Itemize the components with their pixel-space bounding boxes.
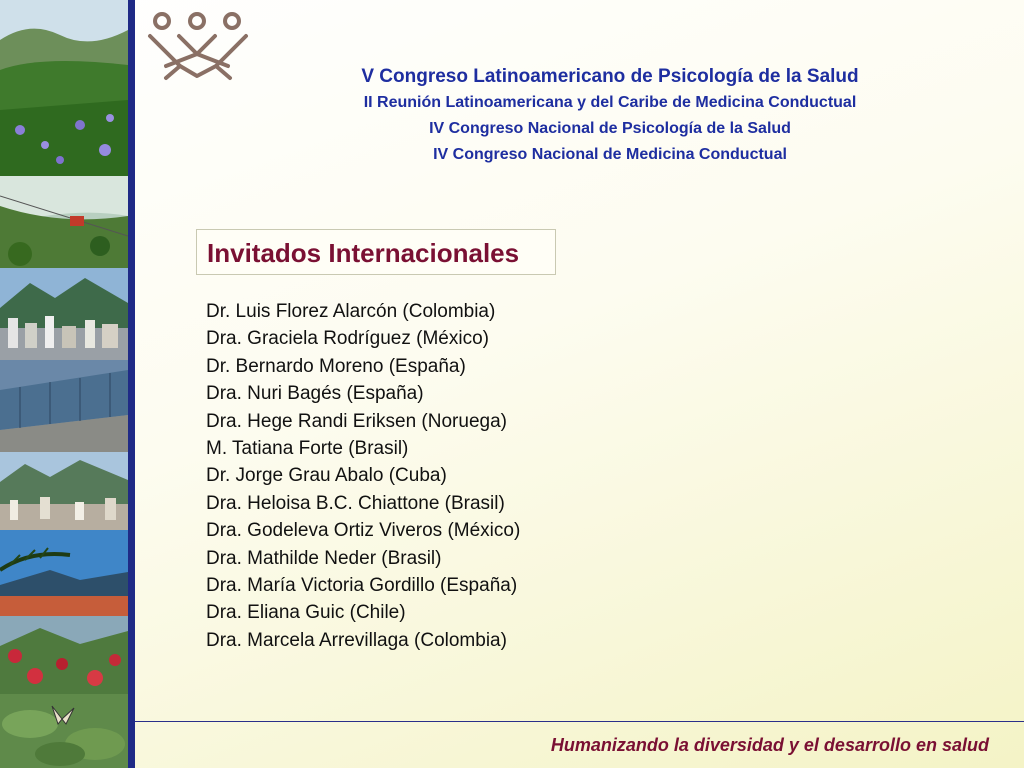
guest-item: Dr. Luis Florez Alarcón (Colombia) bbox=[206, 301, 496, 322]
guest-item: Dra. Heloisa B.C. Chiattone (Brasil) bbox=[206, 492, 505, 514]
congress-header bbox=[240, 64, 980, 168]
guest-item: Dr. Bernardo Moreno (España) bbox=[206, 355, 466, 377]
footer-divider bbox=[135, 721, 1024, 722]
guest-item: Dra. Graciela Rodríguez (México) bbox=[206, 328, 489, 350]
photo-mountain-flowers bbox=[0, 0, 128, 176]
vertical-accent-bar bbox=[128, 0, 135, 768]
guest-item: Dr. Jorge Grau Abalo (Cuba) bbox=[206, 465, 447, 487]
congress-logo bbox=[146, 10, 250, 86]
photo-city-mountains bbox=[0, 268, 128, 360]
guest-item: Dra. María Victoria Gordillo (España) bbox=[206, 575, 518, 597]
photo-palm-sky bbox=[0, 530, 128, 616]
guest-item: Dra. Marcela Arrevillaga (Colombia) bbox=[206, 629, 507, 651]
section-heading-box bbox=[196, 229, 556, 275]
footer-slogan: Humanizando la diversidad y el desarrollo en salud bbox=[550, 735, 989, 755]
congress-title: V Congreso Latinoamericano de Psicología de la Salud bbox=[361, 66, 859, 87]
photo-red-flowers bbox=[0, 616, 128, 694]
national-congress-psychology: IV Congreso Nacional de Psicología de la Salud bbox=[429, 120, 791, 137]
meeting-subtitle: II Reunión Latinoamericana y del Caribe de Medicina Conductual bbox=[363, 94, 857, 111]
national-congress-behavioral-medicine: IV Congreso Nacional de Medicina Conductual bbox=[433, 146, 787, 163]
guest-item: Dra. Mathilde Neder (Brasil) bbox=[206, 547, 442, 569]
section-title: Invitados Internacionales bbox=[207, 238, 520, 268]
photo-butterfly bbox=[0, 694, 128, 768]
guest-list bbox=[206, 298, 520, 654]
photo-strip bbox=[0, 0, 128, 768]
photo-cable-car bbox=[0, 176, 128, 268]
guest-item: Dra. Godeleva Ortiz Viveros (México) bbox=[206, 520, 521, 542]
guest-item: Dra. Nuri Bagés (España) bbox=[206, 383, 424, 405]
guest-item: Dra. Eliana Guic (Chile) bbox=[206, 602, 406, 624]
photo-glass-building bbox=[0, 360, 128, 452]
photo-valley-city bbox=[0, 452, 128, 530]
guest-item: Dra. Hege Randi Eriksen (Noruega) bbox=[206, 410, 507, 432]
guest-item: M. Tatiana Forte (Brasil) bbox=[206, 438, 409, 460]
